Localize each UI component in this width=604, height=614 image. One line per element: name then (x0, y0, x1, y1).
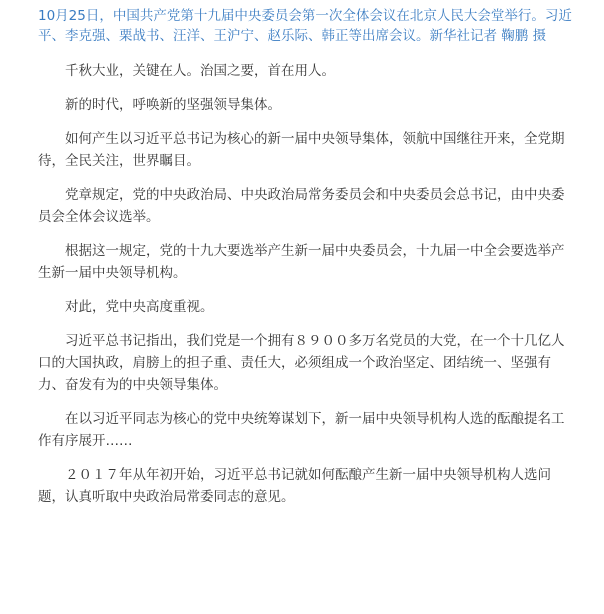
paragraph-5: 根据这一规定，党的十九大要选举产生新一届中央委员会，十九届一中全会要选举产生新一届中央领导机构。 (38, 243, 565, 281)
paragraph-8: 在以习近平同志为核心的党中央统筹谋划下，新一届中央领导机构人选的酝酿提名工作有序展开…… (38, 411, 565, 449)
paragraph-1: 千秋大业，关键在人。治国之要，首在用人。 (65, 63, 335, 79)
paragraph-7: 习近平总书记指出，我们党是一个拥有８９００多万名党员的大党，在一个十几亿人口的大国执政，肩膀上的担子重、责任大，必须组成一个政治坚定、团结统一、坚强有力、奋发有为的中央领导集体。 (38, 333, 565, 393)
paragraph-9: ２０１７年从年初开始，习近平总书记就如何酝酿产生新一届中央领导机构人选问题，认真听取中央政治局常委同志的意见。 (38, 467, 551, 505)
photo-caption: 10月25日，中国共产党第十九届中央委员会第一次全体会议在北京人民大会堂举行。习近平、李克强、栗战书、汪洋、王沪宁、赵乐际、韩正等出席会议。新华社记者 鞠鹏 摄 (38, 8, 572, 44)
paragraph-3: 如何产生以习近平总书记为核心的新一届中央领导集体，领航中国继往开来，全党期待，全民关注，世界瞩目。 (38, 131, 565, 169)
paragraph-2: 新的时代，呼唤新的坚强领导集体。 (65, 97, 281, 113)
paragraph-6: 对此，党中央高度重视。 (65, 299, 214, 315)
paragraph-4: 党章规定，党的中央政治局、中央政治局常务委员会和中央委员会总书记，由中央委员会全体会议选举。 (38, 187, 565, 225)
